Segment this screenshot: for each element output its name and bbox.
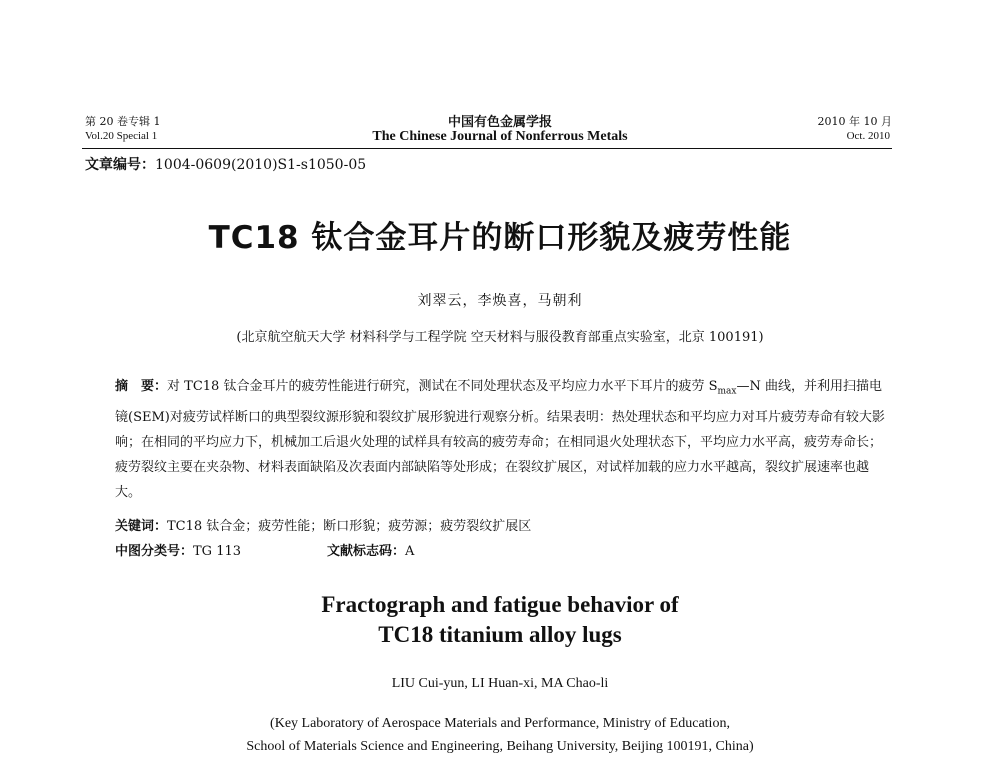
- document-code: [327, 540, 414, 559]
- abstract-label: 摘 要：: [115, 379, 168, 394]
- affiliation-en-line2: School of Materials Science and Engineering, Beihang University, Beijing 100191, China): [246, 739, 754, 754]
- article-id-label: 文章编号：: [85, 157, 155, 173]
- journal-title-cn: 中国有色金属学报: [447, 115, 552, 130]
- document-code-label: 文献标志码：: [327, 544, 406, 559]
- abstract-subscript: max: [717, 386, 737, 397]
- authors-en: LIU Cui-yun, LI Huan-xi, MA Chao-li: [391, 676, 609, 691]
- classification-label: 中图分类号：: [115, 544, 194, 559]
- volume-en: Vol.20 Special 1: [85, 130, 158, 142]
- abstract-text-after: —N 曲线，并利用扫描电镜(SEM)对疲劳试样断口的典型裂纹源形貌和裂纹扩展形貌进行观察分析。结果表明：热处理状态和平均应力对耳片疲劳寿命有较大影响；在相同的平均应力下，机械加工后退火处理的试样具有较高的疲劳寿命；在相同退火处理状态下，平均应力水平高，疲劳寿命长；疲劳裂纹主要在夹杂物、材料表面缺陷及次表面内部缺陷等处形成；在裂纹扩展区，对试样加载的应力水平越高，裂纹扩展速率也越大。: [115, 379, 885, 500]
- date-cn: 2010 年 10 月: [817, 115, 892, 128]
- keywords-text: TC18 钛合金；疲劳性能；断口形貌；疲劳源；疲劳裂纹扩展区: [167, 519, 532, 534]
- classification-value: TG 113: [193, 544, 242, 559]
- abstract-text-before: 对 TC18 钛合金耳片的疲劳性能进行研究，测试在不同处理状态及平均应力水平下耳片的疲劳 S: [167, 379, 718, 394]
- affiliation-en: [0, 712, 1000, 758]
- paper-title-cn: TC18 钛合金耳片的断口形貌及疲劳性能: [208, 220, 792, 256]
- document-code-value: A: [405, 544, 415, 559]
- keywords: [115, 515, 531, 534]
- classification-row: [115, 540, 415, 559]
- volume-cn: 第 20 卷专辑 1: [85, 115, 161, 128]
- article-id: [85, 154, 366, 174]
- paper-title-en: [0, 590, 1000, 650]
- paper-title-en-line1: Fractograph and fatigue behavior of: [321, 592, 679, 617]
- paper-title-en-line2: TC18 titanium alloy lugs: [378, 622, 622, 647]
- affiliation-en-line1: (Key Laboratory of Aerospace Materials and Performance, Ministry of Education,: [270, 716, 730, 731]
- abstract-cn: [115, 374, 885, 505]
- journal-title-en: The Chinese Journal of Nonferrous Metals: [372, 129, 628, 144]
- authors-cn: 刘翠云，李焕喜，马朝利: [417, 293, 583, 309]
- header-divider: [82, 148, 892, 149]
- date-en: Oct. 2010: [846, 130, 890, 142]
- article-id-value: 1004-0609(2010)S1-s1050-05: [155, 157, 367, 173]
- keywords-label: 关键词：: [115, 519, 168, 534]
- affiliation-cn: (北京航空航天大学 材料科学与工程学院 空天材料与服役教育部重点实验室，北京 100191): [236, 330, 764, 345]
